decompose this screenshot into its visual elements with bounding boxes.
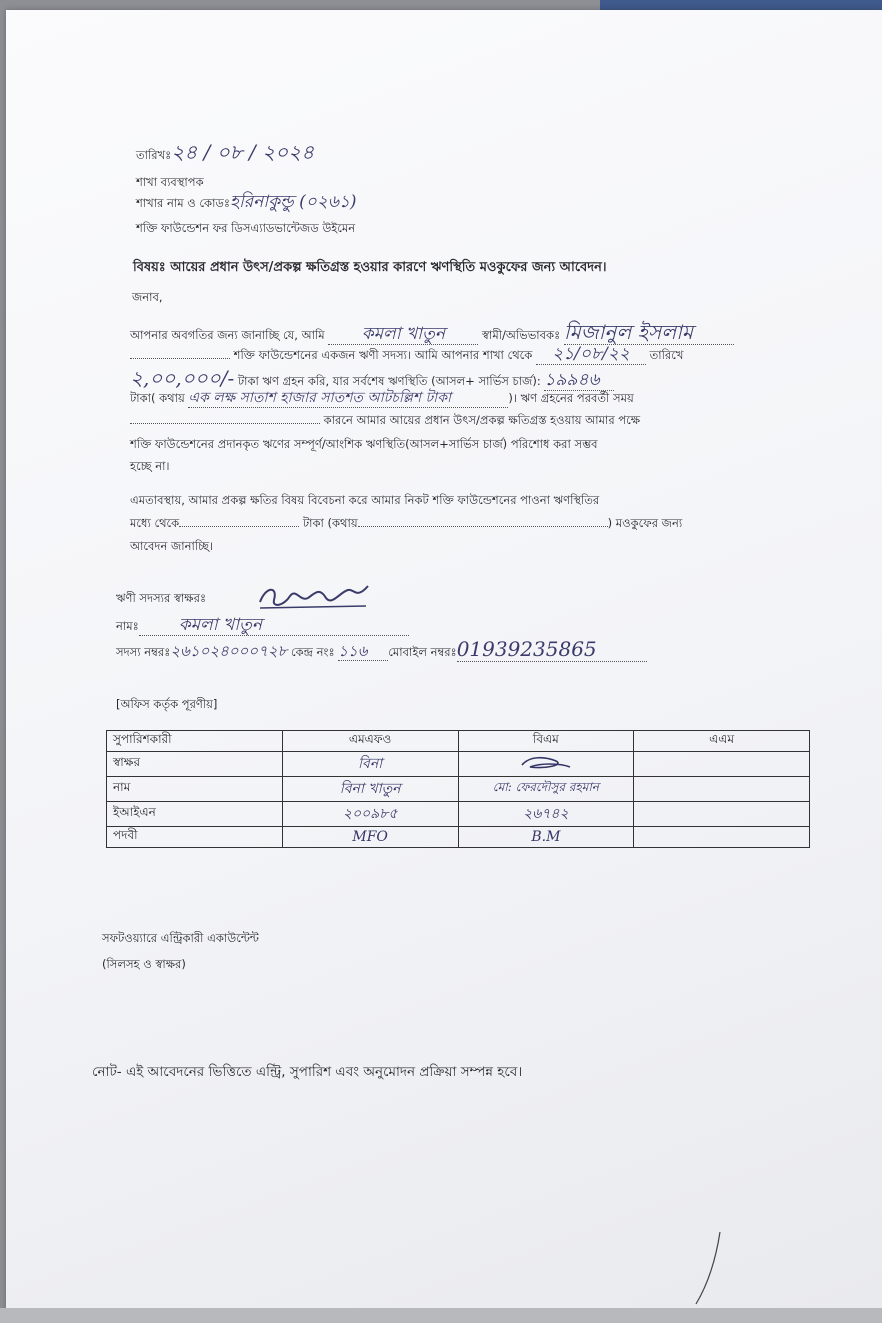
office-use-label: [অফিস কর্তৃক পূরণীয়] [116,697,218,711]
center-number-handwritten: ১১৬ [338,642,388,661]
subject-line: বিষয়ঃ আয়ের প্রধান উৎস/প্রকল্প ক্ষতিগ্রস্ত হওয়ার কারণে ঋণস্থিতি মওকুফের জন্য আবেদন। [133,260,607,275]
mfo-signature-cell: বিনা [282,752,458,777]
date-row [136,140,314,164]
para2-text-c: টাকা (কথায় [302,516,358,530]
mobile-label: মোবাইল নম্বরঃ [388,645,457,659]
table-row [107,752,810,777]
loan-date-handwritten: ২১/০৮/২২ [536,344,646,365]
loan-amount-handwritten: ২,০০,০০০/- [130,366,235,390]
table-cell [634,827,810,848]
para1-line1 [130,320,734,345]
applicant-name-handwritten: কমলা খাতুন [328,324,478,345]
branch-value: হরিনাকুন্ডু (০২৬১) [230,192,357,212]
para1-line5 [130,414,640,428]
para1-text-h: কারনে আমার আয়ের প্রধান উৎস/প্রকল্প ক্ষতিগ্রস্ত হওয়ায় আমার পক্ষে [323,413,641,427]
para2-text-d: ) মওকুফের জন্য [607,516,683,530]
branch-label: শাখার নাম ও কোডঃ [136,196,231,210]
footnote: নোট- এই আবেদনের ভিত্তিতে এন্ট্রি, সুপারিশ এবং অনুমোদন প্রক্রিয়া সম্পন্ন হবে। [92,1064,523,1080]
para1-text-f: টাকা( কথায় [130,391,185,405]
guardian-name-handwritten: মিজানুল ইসলাম [564,320,734,345]
table-cell [634,752,810,777]
para1-line3 [130,366,614,391]
date-label: তারিখঃ [136,148,172,162]
waiver-words-blank [358,526,608,527]
balance-handwritten: ১৯৯৪৬ [544,370,614,391]
table-cell: বিনা খাতুন [282,777,458,802]
para2-text-b: মধ্যে থেকে [130,516,180,530]
table-header-cell: এএম [634,731,810,752]
pen-mark [690,1228,730,1308]
table-cell [634,802,810,827]
member-signature [256,580,376,612]
table-cell: পদবী [107,827,283,848]
guardian-label: স্বামী/অভিভাবকঃ [482,328,561,342]
blank-dots [130,358,230,359]
member-number-row [116,637,647,662]
table-cell: নাম [107,777,283,802]
table-cell: স্বাক্ষর [107,752,283,777]
table-row [107,777,810,802]
table-header-cell: বিএম [458,731,634,752]
table-cell: মো: ফেরদৌসুর রহমান [458,777,634,802]
member-number-label: সদস্য নম্বরঃ [116,645,171,659]
accountant-subtitle: (সিলসহ ও স্বাক্ষর) [102,957,186,971]
member-signature-row [116,592,206,606]
member-number-handwritten: ২৬১০২৪০০০৭২৮ [170,642,288,660]
recommendation-table [106,730,810,848]
para1-text-e: টাকা ঋণ গ্রহন করি, যার সর্বশেষ ঋণস্থিতি (আসল+ সার্ভিস চার্জ): [237,374,541,388]
member-name-row [116,615,409,636]
center-number-label: কেন্দ্র নংঃ [290,645,335,659]
member-signature-label: ঋণী সদস্যর স্বাক্ষরঃ [116,591,207,605]
para2-line2 [130,517,682,531]
accountant-title: সফটওয়্যারে এন্ট্রিকারী একাউন্টেন্ট [102,931,259,945]
table-row [107,802,810,827]
mobile-number-handwritten: 01939235865 [457,637,647,662]
salutation: জনাব, [132,290,163,304]
bm-signature [516,755,576,771]
para1-line6: শক্তি ফাউন্ডেশনের প্রদানকৃত ঋণের সম্পূর্ণ/আংশিক ঋণস্থিতি(আসল+সার্ভিস চার্জ) পরিশোধ করা সম্ভব [130,437,598,451]
para2-line3: আবেদন জানাচ্ছি। [130,539,214,553]
balance-in-words-handwritten: এক লক্ষ সাতাশ হাজার সাতশত আটচল্লিশ টাকা [188,390,508,408]
recipient-title: শাখা ব্যবস্থাপক [136,175,204,189]
member-name-handwritten: কমলা খাতুন [139,615,409,636]
background-surface [0,1308,882,1323]
para1-text-g: )। ঋণ গ্রহনের পরবর্তী সময় [508,391,634,405]
table-cell [634,777,810,802]
organization-name: শক্তি ফাউন্ডেশন ফর ডিসএ্যাডভান্টেজড উইমেন [136,221,356,235]
para1-line4 [130,390,634,408]
table-header-cell: সুপারিশকারী [107,731,283,752]
table-header-cell: এমএফও [282,731,458,752]
table-cell: ২০০৯৮৫ [282,802,458,827]
table-cell: MFO [282,827,458,848]
para2-line1: এমতাবস্থায়, আমার প্রকল্প ক্ষতির বিষয় বিবেচনা করে আমার নিকট শক্তি ফাউন্ডেশনের পাওনা ঋণস্থিতির [130,493,600,507]
branch-row [136,192,357,212]
reason-blank [130,423,320,424]
para1-text-d: তারিখে [649,348,684,362]
para1-text-c: শক্তি ফাউন্ডেশনের একজন ঋণী সদস্য। আমি আপনার শাখা থেকে [233,348,533,362]
table-row [107,827,810,848]
table-cell: ২৬৭৪২ [458,802,634,827]
table-cell: ইআইএন [107,802,283,827]
para1-line2 [130,344,683,365]
date-value: ২৪ / ০৮ / ২০২৪ [171,140,315,164]
member-name-label: নামঃ [116,619,139,633]
bm-signature-cell [458,752,634,777]
waiver-amount-blank [179,526,299,527]
para1-text-a: আপনার অবগতির জন্য জানাচ্ছি যে, আমি [130,328,325,342]
table-cell: B.M [458,827,634,848]
para1-line7: হচ্ছে না। [130,459,170,473]
table-header-row [107,731,810,752]
